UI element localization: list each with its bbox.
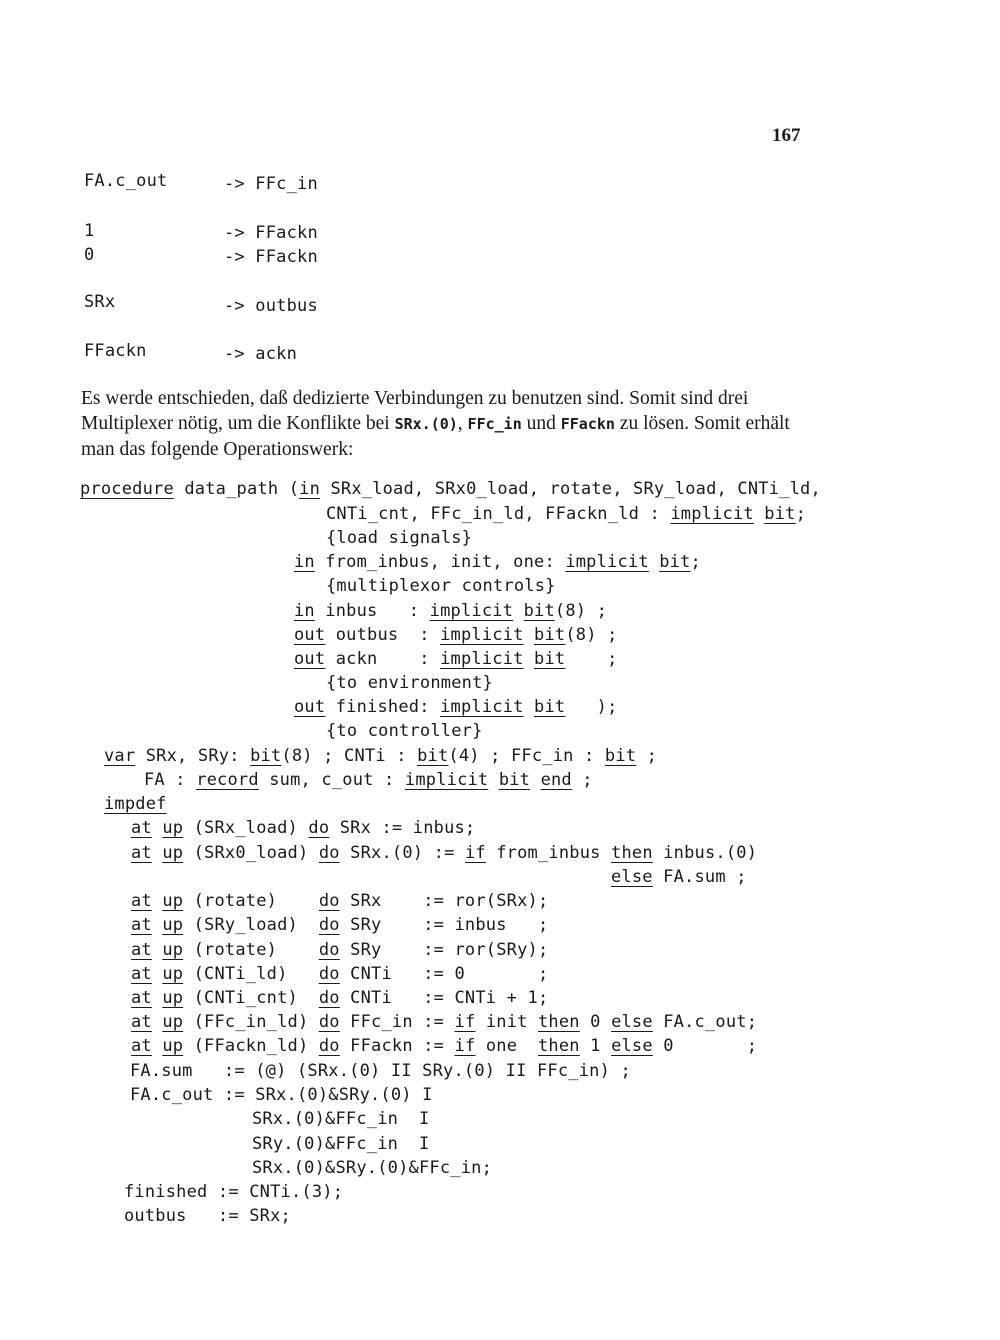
- code-text: (CNTi_ld): [183, 964, 319, 984]
- code-text: 0 ;: [652, 1036, 758, 1056]
- code-text: SRx.(0) :=: [339, 843, 465, 863]
- keyword: out: [294, 649, 326, 669]
- keyword: bit: [498, 770, 531, 790]
- mapping-target: -> outbus: [224, 296, 318, 316]
- keyword: up: [162, 915, 184, 935]
- code-comment: {load signals}: [326, 528, 473, 548]
- code-text: FFackn :=: [339, 1036, 455, 1056]
- paragraph-text: Es werde entschieden, daß dedizierte Verbindungen zu benutzen sind. Somit sind drei Multiplexer nötig, um die Konflikte bei: [81, 388, 749, 434]
- keyword: bit: [604, 746, 637, 766]
- code-text: 1: [579, 1036, 612, 1056]
- code-text: (SRx0_load): [183, 843, 319, 863]
- keyword: do: [318, 1036, 340, 1056]
- code-text: ;: [636, 746, 658, 766]
- code-text: SRy := inbus ;: [339, 915, 549, 935]
- keyword: implicit: [429, 601, 514, 621]
- keyword: up: [162, 988, 184, 1008]
- keyword: do: [318, 843, 340, 863]
- code-text: (FFackn_ld): [183, 1036, 319, 1056]
- keyword: at: [131, 940, 152, 960]
- code-text: FA :: [144, 770, 197, 790]
- code-text: 0: [579, 1012, 612, 1032]
- keyword: up: [162, 1012, 184, 1032]
- code-line: [294, 552, 701, 572]
- code-text: FA.c_out;: [652, 1012, 758, 1032]
- keyword: implicit: [565, 552, 649, 572]
- code-text: data_path (: [173, 479, 300, 499]
- paragraph-text: ,: [457, 413, 468, 434]
- keyword: implicit: [440, 649, 524, 669]
- body-paragraph: [81, 386, 821, 462]
- code-text: SRx := ror(SRx);: [339, 891, 549, 911]
- mapping-source: SRx: [84, 292, 116, 312]
- keyword: do: [318, 988, 340, 1008]
- keyword: bit: [417, 746, 449, 766]
- keyword: do: [318, 915, 340, 935]
- keyword: in: [294, 601, 315, 621]
- keyword: do: [318, 940, 340, 960]
- code-line: FA.c_out := SRx.(0)&SRy.(0) I: [130, 1085, 433, 1105]
- keyword: up: [162, 843, 184, 863]
- keyword: if: [454, 1036, 476, 1056]
- code-text: SRy := ror(SRy);: [339, 940, 549, 960]
- code-line: [294, 601, 607, 621]
- code-text: (rotate): [183, 940, 319, 960]
- keyword: do: [308, 818, 330, 838]
- code-line: FA.sum := (@) (SRx.(0) II SRy.(0) II FFc_in) ;: [130, 1061, 631, 1081]
- keyword: up: [162, 818, 184, 838]
- code-line: finished := CNTi.(3);: [124, 1182, 344, 1202]
- keyword: then: [538, 1012, 580, 1032]
- code-line: [326, 504, 806, 524]
- code-line: [294, 625, 618, 645]
- code-text: from_inbus, init, one:: [314, 552, 566, 572]
- mapping-target: -> FFackn: [224, 247, 318, 267]
- keyword: out: [294, 625, 326, 645]
- keyword: up: [162, 940, 184, 960]
- code-line: [294, 649, 618, 669]
- keyword: at: [131, 891, 152, 911]
- code-line: outbus := SRx;: [124, 1206, 291, 1226]
- code-text: finished:: [325, 697, 441, 717]
- keyword: implicit: [440, 625, 524, 645]
- keyword: do: [318, 891, 340, 911]
- code-line: [131, 818, 475, 838]
- code-line: [131, 988, 548, 1008]
- code-line: [144, 770, 593, 790]
- keyword: else: [611, 1036, 653, 1056]
- keyword: up: [162, 1036, 184, 1056]
- keyword: at: [131, 988, 152, 1008]
- keyword: if: [454, 1012, 476, 1032]
- inline-code: SRx.(0): [394, 415, 458, 433]
- code-text: init: [475, 1012, 538, 1032]
- code-text: FFc_in :=: [339, 1012, 455, 1032]
- keyword: at: [131, 843, 152, 863]
- code-text: ;: [565, 649, 618, 669]
- code-text: (rotate): [183, 891, 319, 911]
- code-text: SRx := inbus;: [329, 818, 476, 838]
- code-line: [131, 891, 548, 911]
- code-line: [104, 794, 167, 814]
- code-text: FA.sum ;: [652, 867, 747, 887]
- keyword: then: [538, 1036, 580, 1056]
- keyword: bit: [250, 746, 282, 766]
- keyword: out: [294, 697, 326, 717]
- mapping-source: 0: [84, 245, 95, 265]
- keyword: bit: [523, 601, 555, 621]
- keyword: implicit: [670, 504, 754, 524]
- mapping-source: 1: [84, 221, 95, 241]
- page-number: 167: [772, 125, 801, 146]
- code-comment: {to environment}: [326, 673, 493, 693]
- code-line: SRy.(0)&FFc_in I: [252, 1134, 430, 1154]
- code-text: (8) ; CNTi :: [281, 746, 418, 766]
- keyword: at: [131, 915, 152, 935]
- code-line: [131, 915, 548, 935]
- code-text: );: [565, 697, 618, 717]
- code-text: CNTi_cnt, FFc_in_ld, FFackn_ld :: [326, 504, 671, 524]
- keyword: at: [131, 964, 152, 984]
- code-text: (SRy_load): [183, 915, 319, 935]
- keyword: bit: [534, 649, 566, 669]
- code-text: ;: [795, 504, 807, 524]
- keyword: else: [611, 1012, 653, 1032]
- code-line: [611, 867, 747, 887]
- code-line: [131, 940, 548, 960]
- code-text: inbus.(0): [652, 843, 758, 863]
- code-text: (4) ; FFc_in :: [448, 746, 605, 766]
- keyword: in: [294, 552, 315, 572]
- code-text: CNTi := 0 ;: [339, 964, 549, 984]
- keyword: implicit: [440, 697, 524, 717]
- code-line: [131, 964, 548, 984]
- code-text: (SRx_load): [183, 818, 309, 838]
- code-line: SRx.(0)&FFc_in I: [252, 1109, 430, 1129]
- code-line: SRx.(0)&SRy.(0)&FFc_in;: [252, 1158, 493, 1178]
- code-comment: {to controller}: [326, 721, 483, 741]
- code-text: (8) ;: [554, 601, 608, 621]
- mapping-source: FA.c_out: [84, 171, 168, 191]
- keyword: record: [196, 770, 259, 790]
- keyword: bit: [659, 552, 691, 572]
- keyword: in: [299, 479, 321, 499]
- keyword: at: [131, 818, 152, 838]
- code-text: CNTi := CNTi + 1;: [339, 988, 549, 1008]
- code-line: [131, 843, 757, 863]
- code-line: [131, 1012, 757, 1032]
- code-text: (8) ;: [565, 625, 618, 645]
- code-text: (FFc_in_ld): [183, 1012, 319, 1032]
- inline-code: FFackn: [560, 415, 615, 433]
- code-text: SRx, SRy:: [135, 746, 251, 766]
- keyword: bit: [764, 504, 796, 524]
- paragraph-text: zu lösen. Somit erhält man das folgende Operationswerk:: [81, 413, 790, 460]
- code-text: ;: [571, 770, 593, 790]
- keyword: at: [131, 1036, 152, 1056]
- code-text: one: [475, 1036, 538, 1056]
- keyword: else: [611, 867, 653, 887]
- keyword: end: [540, 770, 572, 790]
- code-comment: {multiplexor controls}: [326, 576, 556, 596]
- keyword: do: [318, 964, 340, 984]
- code-text: ;: [690, 552, 701, 572]
- code-line: [294, 697, 618, 717]
- mapping-target: -> FFc_in: [224, 174, 318, 194]
- code-text: inbus :: [314, 601, 430, 621]
- keyword: bit: [534, 697, 566, 717]
- code-line: [80, 479, 821, 499]
- code-text: outbus :: [325, 625, 441, 645]
- keyword: implicit: [404, 770, 489, 790]
- mapping-target: -> FFackn: [224, 223, 318, 243]
- code-line: [131, 1036, 757, 1056]
- mapping-source: FFackn: [84, 341, 147, 361]
- keyword: up: [162, 964, 184, 984]
- keyword: bit: [534, 625, 566, 645]
- code-text: from_inbus: [485, 843, 612, 863]
- keyword: up: [162, 891, 184, 911]
- mapping-target: -> ackn: [224, 344, 298, 364]
- code-text: SRx_load, SRx0_load, rotate, SRy_load, CNTi_ld,: [320, 479, 821, 499]
- keyword: var: [104, 746, 136, 766]
- paragraph-text: und: [521, 413, 561, 434]
- code-text: (CNTi_cnt): [183, 988, 319, 1008]
- code-text: ackn :: [325, 649, 441, 669]
- code-text: sum, c_out :: [258, 770, 405, 790]
- keyword: do: [318, 1012, 340, 1032]
- keyword: if: [464, 843, 486, 863]
- code-line: [104, 746, 657, 766]
- keyword: then: [611, 843, 653, 863]
- inline-code: FFc_in: [467, 415, 522, 433]
- keyword: procedure: [80, 479, 174, 499]
- keyword: at: [131, 1012, 152, 1032]
- keyword: impdef: [104, 794, 167, 814]
